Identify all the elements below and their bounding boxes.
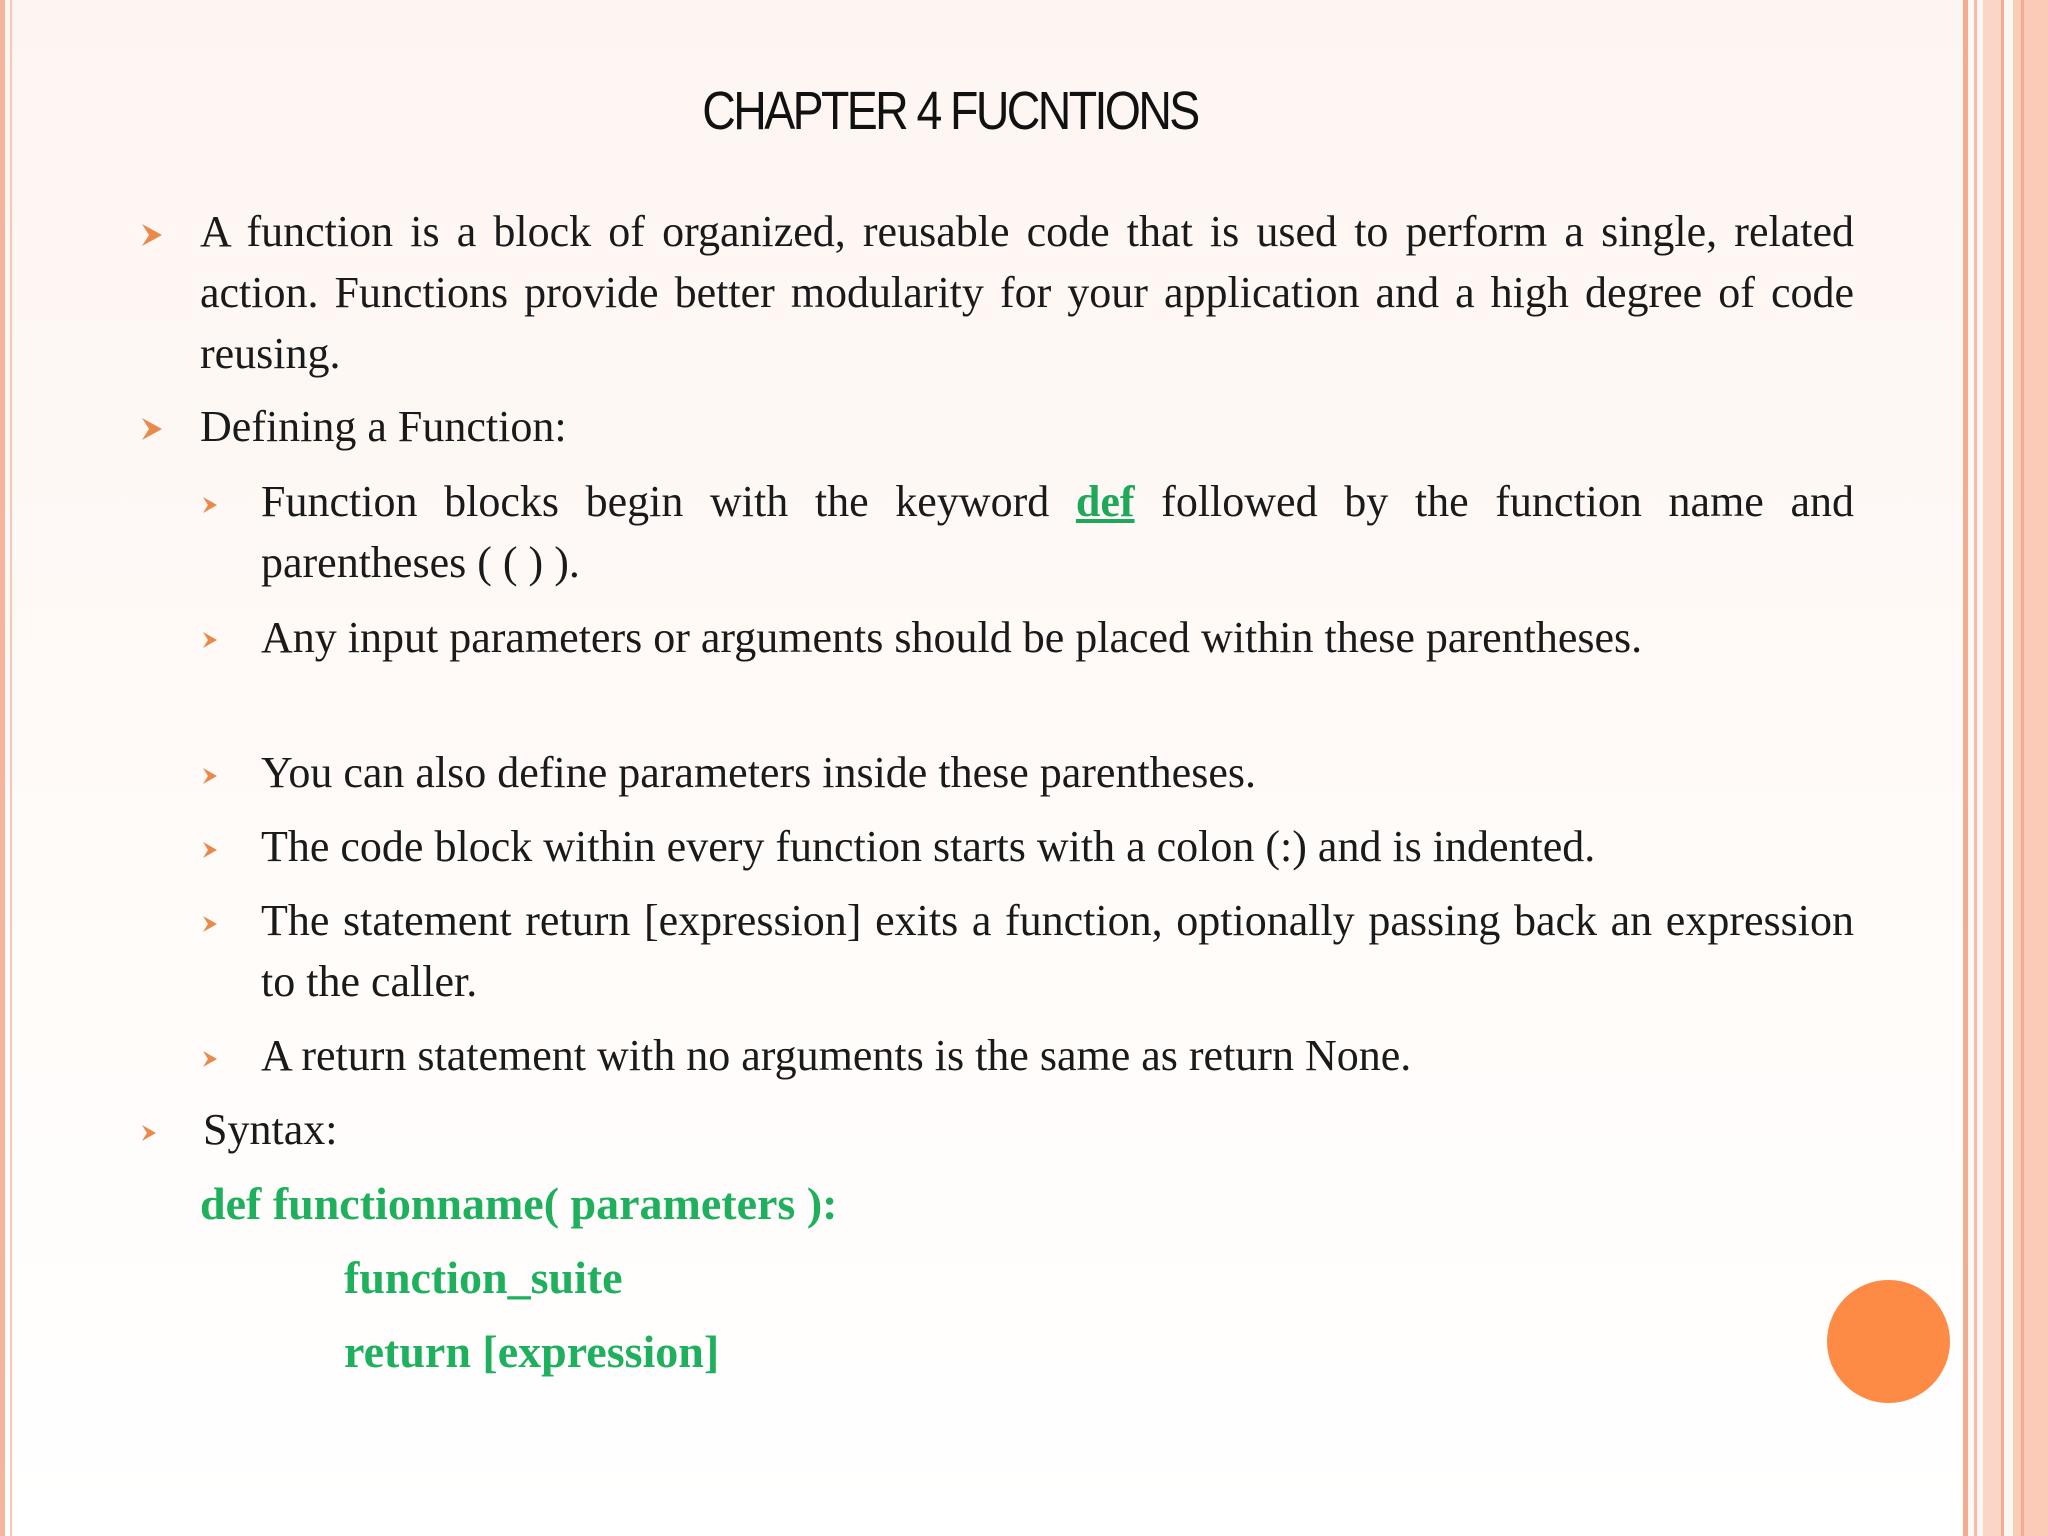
arrow-bullet-icon [203,768,217,784]
decorative-orange-circle [1827,1280,1950,1403]
code-line-return: return [expression] [344,1326,720,1377]
right-border-stripe [2001,0,2004,1536]
rule-def-keyword [261,471,1854,593]
rule-return-expression: The statement return [expression] exits a function, optionally passing back an expression to the caller. [261,896,1854,1006]
def-keyword: def [1075,477,1135,526]
left-border-stripe-thin [10,0,12,1536]
code-line-def: def functionname( parameters ): [200,1178,838,1229]
arrow-bullet-icon [142,418,162,440]
rule-colon-indent: The code block within every function starts with a colon (:) and is indented. [261,822,1596,871]
defining-heading: Defining a Function: [200,402,567,451]
slide-title: CHAPTER 4 FUCNTIONS [702,81,1198,141]
arrow-bullet-icon [203,916,217,932]
arrow-bullet-icon [142,224,162,246]
arrow-bullet-icon [203,632,217,648]
right-border-stripe [1963,0,1968,1536]
rule-define-parameters: You can also define parameters inside these parentheses. [261,748,1256,797]
rule1-text-before: Function blocks begin with the keyword [261,477,1076,526]
arrow-bullet-icon [142,1125,156,1141]
right-border-stripe [2021,0,2024,1536]
left-border-stripe [0,0,5,1536]
arrow-bullet-icon [203,1051,217,1067]
intro-paragraph: A function is a block of organized, reusable code that is used to perform a single, related action. Functions provide better modularity for your application and a high degree of code reusing. [200,207,1854,378]
right-border-stripe [1974,0,1977,1536]
rule-parameters: Any input parameters or arguments should be placed within these parentheses. [261,613,1643,662]
arrow-bullet-icon [203,497,217,513]
arrow-bullet-icon [203,842,217,858]
rule-return-none: A return statement with no arguments is the same as return None. [261,1031,1412,1080]
right-border-stripe [1983,0,2001,1536]
syntax-heading: Syntax: [203,1105,338,1154]
right-border-stripe [2013,0,2048,1536]
rule1-text-after: followed by the function name and parentheses ( ( ) ). [261,477,1854,587]
code-line-suite: function_suite [344,1252,623,1303]
